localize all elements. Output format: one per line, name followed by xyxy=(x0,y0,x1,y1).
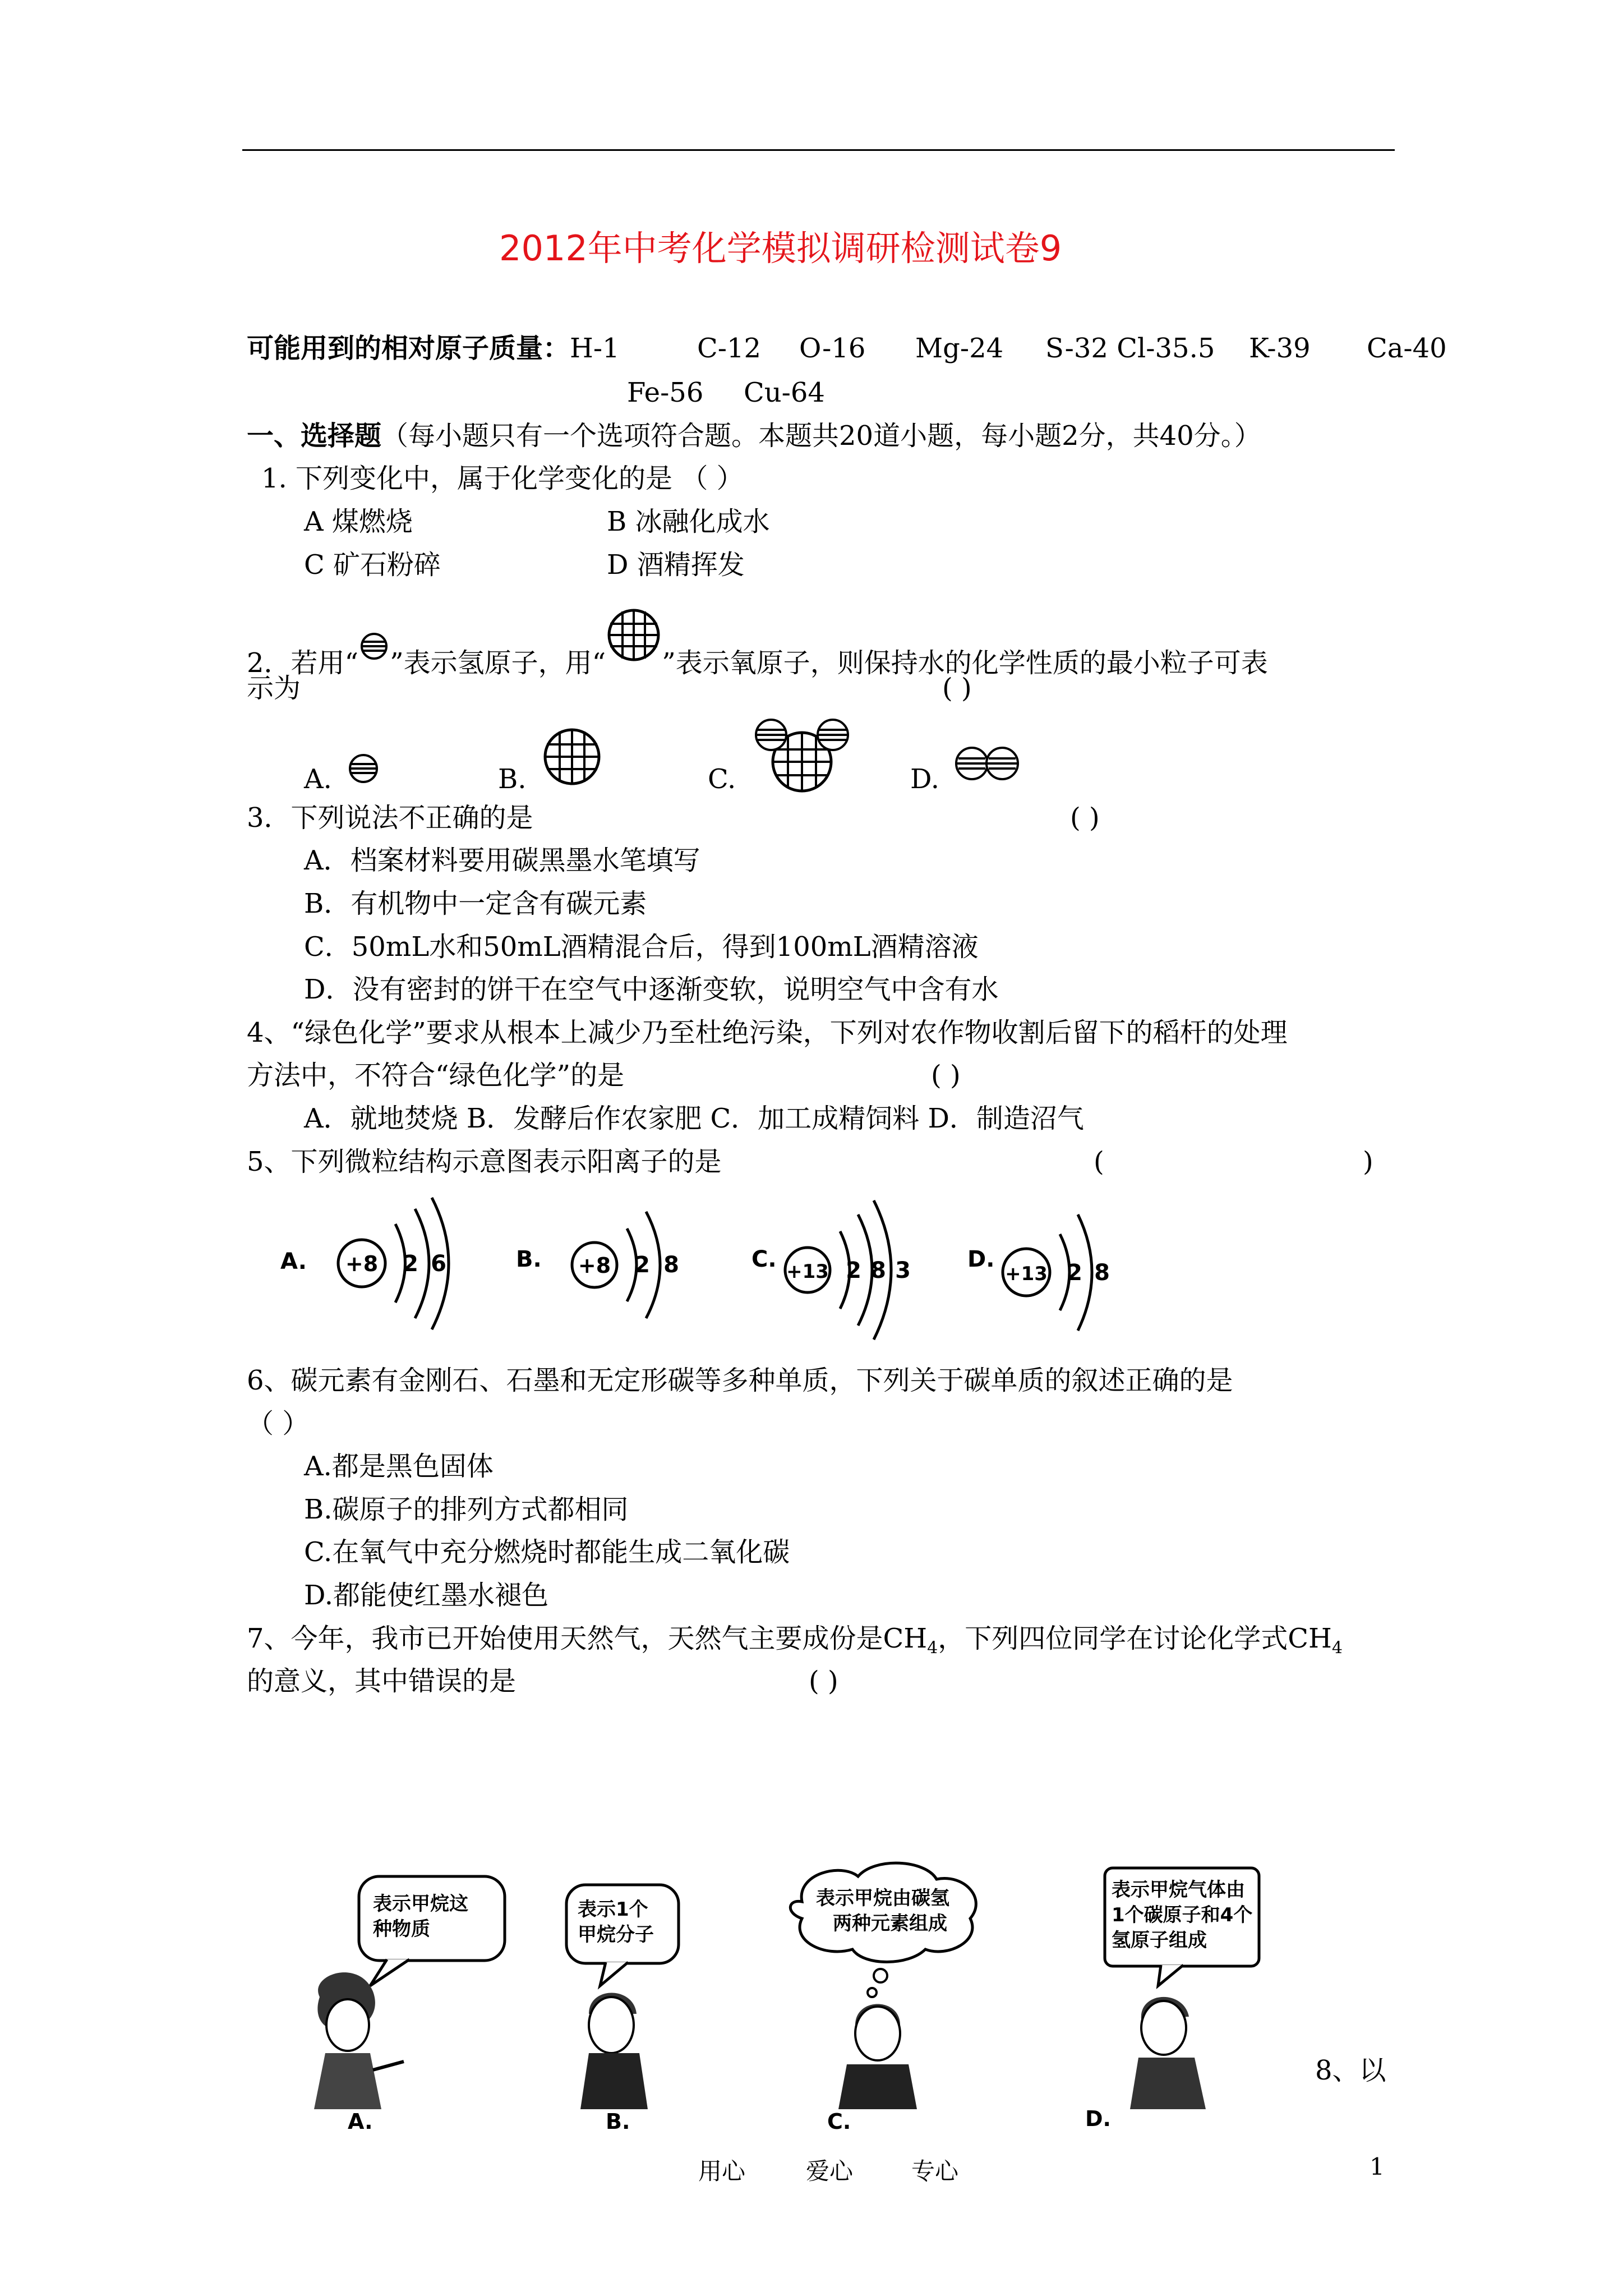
q7-student-c xyxy=(790,1863,976,2134)
q7-bubble-c-line1: 表示甲烷由碳氢 xyxy=(816,1887,949,1910)
mass-cu: Cu-64 xyxy=(744,377,825,408)
q3-option-b: B．有机物中一定含有碳元素 xyxy=(304,888,647,919)
q2-stem-c: ”表示氧原子，则保持水的化学性质的最小粒子可表 xyxy=(662,647,1268,679)
q7-stem-a: 7、今年，我市已开始使用天然气，天然气主要成份是CH xyxy=(247,1623,928,1654)
q1-option-a: A 煤燃烧 xyxy=(304,506,413,537)
mass-fe: Fe-56 xyxy=(627,377,704,408)
q7-bubble-c-line2: 两种元素组成 xyxy=(833,1912,947,1935)
q7-bubble-a-line2: 种物质 xyxy=(373,1918,430,1940)
q7-stem-line1 xyxy=(247,1621,1343,1666)
q7-stem-b: ，下列四位同学在讨论化学式CH xyxy=(938,1623,1332,1654)
q3-stem: 3．下列说法不正确的是 xyxy=(247,802,533,834)
q5-diagram-b-shell-1: 2 xyxy=(634,1252,650,1278)
q7-student-b xyxy=(566,1885,679,2134)
q1-option-b: B 冰融化成水 xyxy=(607,506,770,537)
q6-option-c: C.在氧气中充分燃烧时都能生成二氧化碳 xyxy=(304,1536,790,1568)
q5-diagram-d-nucleus: +13 xyxy=(1005,1263,1048,1285)
q6-stem: 6、碳元素有金刚石、石墨和无定形碳等多种单质，下列关于碳单质的叙述正确的是 xyxy=(247,1365,1233,1396)
section-title: 一、选择题 xyxy=(247,420,382,452)
q1-option-c: C 矿石粉碎 xyxy=(304,549,441,581)
q7-label-d: D. xyxy=(1085,2106,1111,2131)
q4-stem-line1: 4、“绿色化学”要求从根本上减少乃至杜绝污染，下列对农作物收割后留下的稻杆的处理 xyxy=(247,1017,1288,1048)
atomic-masses-line1 xyxy=(247,331,620,366)
mass-c: C-12 xyxy=(697,333,762,364)
q5-diagram-a-shell-2: 6 xyxy=(431,1251,446,1277)
page-title: 2012年中考化学模拟调研检测试卷9 xyxy=(499,228,1062,269)
q7-bubble-b-line1: 表示1个 xyxy=(578,1898,648,1921)
q1-stem: 1. 下列变化中，属于化学变化的是 （ ） xyxy=(261,463,744,494)
q7-student-d xyxy=(1085,1868,1259,2131)
q2-option-b-label: B. xyxy=(498,763,527,795)
q7-bubble-d-line3: 氢原子组成 xyxy=(1112,1929,1207,1952)
q5-diagram-c-nucleus: +13 xyxy=(786,1260,829,1283)
q7-students-illustration xyxy=(275,1846,1284,2137)
q7-label-a: A. xyxy=(348,2109,373,2134)
q7-bubble-d-line1: 表示甲烷气体由 xyxy=(1112,1879,1245,1901)
q2-stem-line2: 示为 xyxy=(247,673,301,704)
q7-answer-paren: ( ) xyxy=(809,1665,838,1697)
mass-k: K-39 xyxy=(1249,333,1311,364)
q6-answer-paren: （ ） xyxy=(247,1408,310,1439)
q7-bubble-b-line2: 甲烷分子 xyxy=(578,1924,654,1946)
q2-option-c-water-molecule-icon xyxy=(749,717,855,795)
q5-diagram-c-shell-1: 2 xyxy=(846,1258,861,1283)
q5-diagram-a-label: A. xyxy=(280,1249,307,1274)
q5-diagram-c-label: C. xyxy=(751,1246,777,1272)
q5-diagram-d-label: D. xyxy=(967,1246,995,1272)
atomic-masses-label: 可能用到的相对原子质量： xyxy=(247,333,570,364)
q5-diagram-b-shell-2: 8 xyxy=(663,1252,679,1278)
q5-diagram-b-nucleus: +8 xyxy=(578,1253,611,1278)
q7-stem-line2: 的意义，其中错误的是 xyxy=(247,1665,517,1697)
q2-option-a-label: A. xyxy=(304,763,332,795)
page-number: 1 xyxy=(1370,2153,1385,2180)
q7-bubble-a-line1: 表示甲烷这 xyxy=(373,1893,468,1915)
q5-stem: 5、下列微粒结构示意图表示阳离子的是 xyxy=(247,1146,722,1177)
q5-diagram-d xyxy=(967,1214,1110,1331)
section-heading xyxy=(247,418,1261,453)
q5-diagram-a-shell-1: 2 xyxy=(403,1251,418,1277)
q5-diagram-c-shell-2: 8 xyxy=(870,1258,886,1283)
q7-subscript-2: 4 xyxy=(1331,1638,1343,1658)
q7-subscript-1: 4 xyxy=(927,1638,938,1658)
q5-diagram-d-shell-2: 8 xyxy=(1094,1260,1110,1286)
hydrogen-atom-icon xyxy=(358,631,390,662)
q7-student-a xyxy=(314,1876,505,2134)
mass-ca: Ca-40 xyxy=(1367,333,1447,364)
footer-motto-3: 专心 xyxy=(911,2157,959,2185)
q2-option-d-label: D. xyxy=(910,763,940,795)
q2-stem-a: 2．若用“ xyxy=(247,647,359,679)
q3-answer-paren: ( ) xyxy=(1070,802,1100,834)
q5-diagram-b-label: B. xyxy=(516,1246,542,1272)
footer-motto-2: 爱心 xyxy=(806,2157,854,2185)
q2-answer-paren: ( ) xyxy=(942,673,972,704)
q1-option-d: D 酒精挥发 xyxy=(607,549,745,581)
q5-diagram-b xyxy=(516,1212,679,1318)
q2-stem-b: ”表示氢原子，用“ xyxy=(390,647,606,679)
q2-stem xyxy=(247,627,1268,683)
q2-option-d-hydrogen-molecule-icon xyxy=(953,744,1021,783)
mass-s-cl: S-32 Cl-35.5 xyxy=(1045,333,1215,364)
q6-option-a: A.都是黑色固体 xyxy=(304,1451,494,1482)
q7-bubble-d-line2: 1个碳原子和4个 xyxy=(1112,1904,1253,1926)
q2-option-b-oxygen-icon xyxy=(541,726,603,788)
q3-option-d: D．没有密封的饼干在空气中逐渐变软，说明空气中含有水 xyxy=(304,974,999,1005)
mass-h: H-1 xyxy=(570,333,620,364)
footer-motto-1: 用心 xyxy=(698,2157,746,2185)
q5-diagram-d-shell-1: 2 xyxy=(1067,1260,1082,1286)
q3-option-a: A．档案材料要用碳黑墨水笔填写 xyxy=(304,845,700,876)
q6-option-b: B.碳原子的排列方式都相同 xyxy=(304,1494,629,1525)
q8-stem-start: 8、以 xyxy=(1315,2055,1386,2086)
q7-label-b: B. xyxy=(606,2109,630,2134)
q5-diagram-a xyxy=(280,1198,449,1329)
q6-option-d: D.都能使红墨水褪色 xyxy=(304,1580,549,1611)
q5-paren-open: ( xyxy=(1094,1146,1104,1177)
q5-paren-close: ) xyxy=(1363,1146,1373,1177)
section-instructions: （每小题只有一个选项符合题。本题共20道小题，每小题2分，共40分。） xyxy=(381,420,1261,452)
mass-o: O-16 xyxy=(799,333,866,364)
q5-diagram-c-shell-3: 3 xyxy=(895,1258,911,1283)
q4-stem-line2: 方法中，不符合“绿色化学”的是 xyxy=(247,1060,625,1091)
q4-options: A．就地焚烧 B．发酵后作农家肥 C．加工成精饲料 D．制造沼气 xyxy=(304,1103,1084,1134)
q2-option-c-label: C. xyxy=(708,763,736,795)
q5-diagram-c xyxy=(751,1200,911,1340)
q4-answer-paren: ( ) xyxy=(931,1060,961,1091)
q5-ion-structure-diagrams xyxy=(247,1184,1110,1352)
q7-label-c: C. xyxy=(827,2109,851,2134)
header-rule xyxy=(242,149,1395,151)
oxygen-atom-icon xyxy=(606,607,662,663)
mass-mg: Mg-24 xyxy=(915,333,1004,364)
q3-option-c: C．50mL水和50mL酒精混合后，得到100mL酒精溶液 xyxy=(304,931,979,963)
q5-diagram-a-nucleus: +8 xyxy=(345,1251,379,1276)
q2-option-a-hydrogen-icon xyxy=(347,752,380,785)
